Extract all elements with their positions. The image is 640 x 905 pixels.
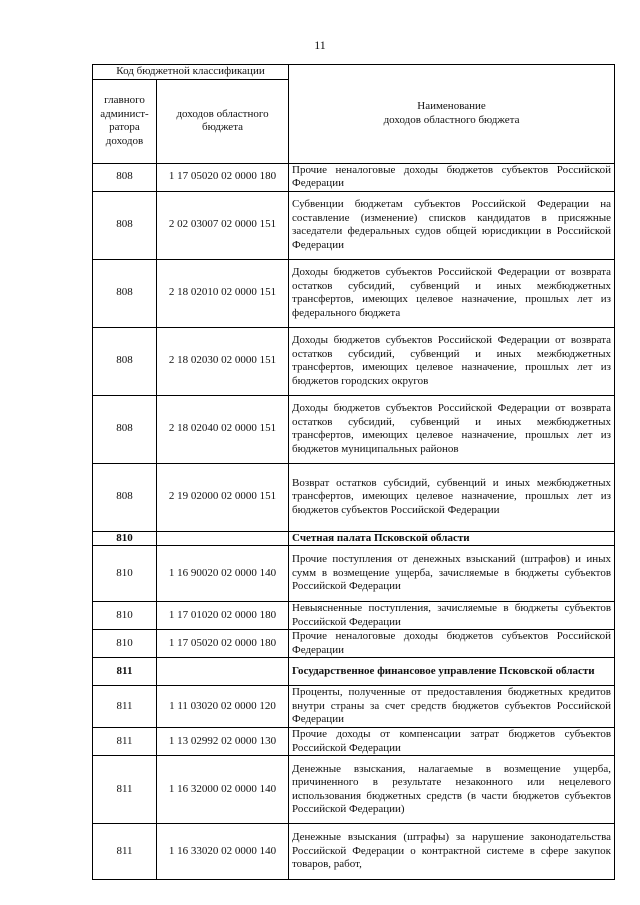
table-row (93, 463, 615, 531)
admin-code-cell: 808 (93, 163, 157, 191)
admin-code-cell: 808 (93, 395, 157, 463)
header-name-line-2: доходов областного бюджета (383, 113, 520, 126)
header-income-line-2: бюджета (202, 121, 244, 133)
income-code-cell: 1 11 03020 02 0000 120 (157, 686, 289, 728)
header-admin-column (93, 79, 157, 163)
income-name-cell: Государственное финансовое управление Псковской области (289, 658, 615, 686)
income-code-cell: 1 16 33020 02 0000 140 (157, 824, 289, 880)
header-classification: Код бюджетной классификации (93, 65, 289, 80)
header-income-column (157, 79, 289, 163)
income-name-cell: Доходы бюджетов субъектов Российской Федерации от возврата остатков субсидий, субвенций и иных межбюджетных трансфертов, имеющих целевое назначение, прошлых лет из бюджетов муниципальных районов (289, 395, 615, 463)
income-code-cell (157, 531, 289, 546)
table-row (93, 756, 615, 824)
income-name-cell: Денежные взыскания, налагаемые в возмещение ущерба, причиненного в результате незаконного или нецелевого использования бюджетных средств (в части бюджетов субъектов Российской Федерации) (289, 756, 615, 824)
table-row (93, 602, 615, 630)
income-name-cell: Доходы бюджетов субъектов Российской Федерации от возврата остатков субсидий, субвенций и иных межбюджетных трансфертов, имеющих целевое назначение, прошлых лет из федерального бюджета (289, 259, 615, 327)
table-row (93, 728, 615, 756)
income-name-cell: Проценты, полученные от предоставления бюджетных кредитов внутри страны за счет средств бюджетов субъектов Российской Федерации (289, 686, 615, 728)
header-name-column (289, 65, 615, 164)
group-header-row (93, 658, 615, 686)
income-name-cell: Доходы бюджетов субъектов Российской Федерации от возврата остатков субсидий, субвенций и иных межбюджетных трансфертов, имеющих целевое назначение, прошлых лет из бюджетов городских округов (289, 327, 615, 395)
income-name-cell: Невыясненные поступления, зачисляемые в бюджеты субъектов Российской Федерации (289, 602, 615, 630)
income-name-cell: Субвенции бюджетам субъектов Российской Федерации на составление (изменение) списков кандидатов в присяжные заседатели федеральных судов общей юрисдикции в Российской Федерации (289, 191, 615, 259)
header-admin-line-3: ратора (109, 121, 140, 133)
table-row (93, 824, 615, 880)
admin-code-cell: 811 (93, 728, 157, 756)
table-row (93, 327, 615, 395)
income-code-cell: 1 17 05020 02 0000 180 (157, 163, 289, 191)
header-admin-line-2: админист- (100, 107, 149, 120)
income-code-cell: 1 17 05020 02 0000 180 (157, 630, 289, 658)
table-row (93, 191, 615, 259)
income-name-cell: Прочие неналоговые доходы бюджетов субъектов Российской Федерации (289, 163, 615, 191)
group-header-row (93, 531, 615, 546)
income-name-cell: Денежные взыскания (штрафы) за нарушение законодательства Российской Федерации о контрактной системе в сфере закупок товаров, работ, (289, 824, 615, 880)
admin-code-cell: 810 (93, 602, 157, 630)
header-name-line-1: Наименование (417, 100, 486, 113)
admin-code-cell: 811 (93, 756, 157, 824)
table-body (93, 163, 615, 880)
admin-code-cell: 811 (93, 824, 157, 880)
income-name-cell: Прочие поступления от денежных взысканий (штрафов) и иных сумм в возмещение ущерба, зачисляемые в бюджеты субъектов Российской Федерации (289, 546, 615, 602)
admin-code-cell: 810 (93, 531, 157, 546)
income-code-cell: 1 16 90020 02 0000 140 (157, 546, 289, 602)
income-code-cell: 2 18 02030 02 0000 151 (157, 327, 289, 395)
income-code-cell: 2 02 03007 02 0000 151 (157, 191, 289, 259)
admin-code-cell: 808 (93, 191, 157, 259)
income-name-cell: Прочие неналоговые доходы бюджетов субъектов Российской Федерации (289, 630, 615, 658)
table-row (93, 395, 615, 463)
admin-code-cell: 810 (93, 630, 157, 658)
admin-code-cell: 808 (93, 259, 157, 327)
table-row (93, 630, 615, 658)
page-number: 11 (314, 38, 326, 52)
admin-code-cell: 811 (93, 658, 157, 686)
income-code-cell: 1 17 01020 02 0000 180 (157, 602, 289, 630)
admin-code-cell: 808 (93, 463, 157, 531)
income-code-cell: 2 18 02010 02 0000 151 (157, 259, 289, 327)
admin-code-cell: 811 (93, 686, 157, 728)
table-row (93, 686, 615, 728)
income-name-cell: Возврат остатков субсидий, субвенций и иных межбюджетных трансфертов, имеющих целевое назначение, прошлых лет из бюджетов субъектов Российской Федерации (289, 463, 615, 531)
income-code-cell: 1 16 32000 02 0000 140 (157, 756, 289, 824)
header-admin-line-4: доходов (105, 134, 144, 147)
header-income-line-1: доходов областного (176, 107, 269, 120)
income-code-cell (157, 658, 289, 686)
income-code-cell: 2 18 02040 02 0000 151 (157, 395, 289, 463)
income-name-cell: Прочие доходы от компенсации затрат бюджетов субъектов Российской Федерации (289, 728, 615, 756)
table-row (93, 163, 615, 191)
income-code-cell: 1 13 02992 02 0000 130 (157, 728, 289, 756)
admin-code-cell: 810 (93, 546, 157, 602)
table-row (93, 546, 615, 602)
income-name-cell: Счетная палата Псковской области (289, 531, 615, 546)
budget-classification-table (92, 64, 615, 880)
admin-code-cell: 808 (93, 327, 157, 395)
header-admin-line-1: главного (104, 94, 145, 106)
income-code-cell: 2 19 02000 02 0000 151 (157, 463, 289, 531)
table-row (93, 259, 615, 327)
